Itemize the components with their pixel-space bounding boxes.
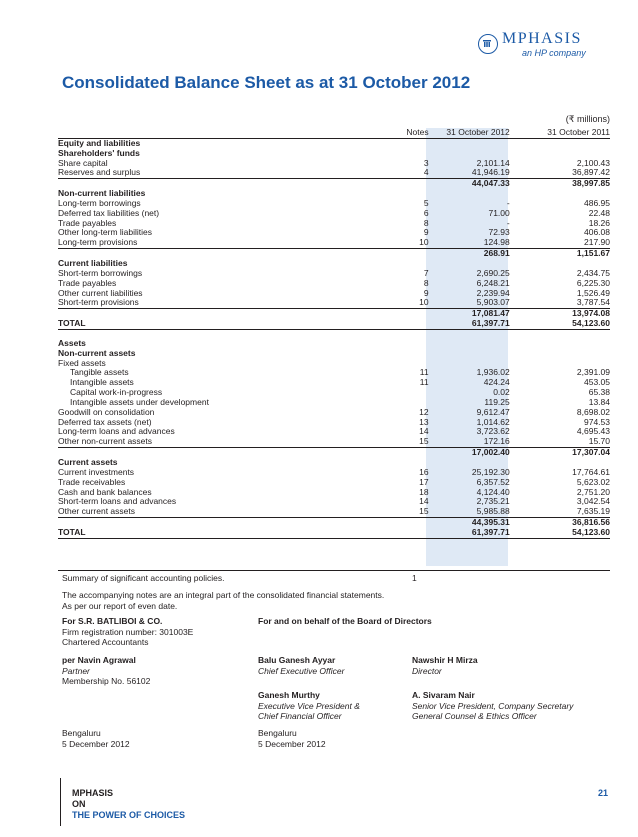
footer-line3: THE POWER OF CHOICES xyxy=(72,810,186,820)
row-value-2011: 2,751.20 xyxy=(576,486,610,497)
row-value-2012: 268.91 xyxy=(483,248,510,259)
auditor-signatory xyxy=(62,655,150,687)
row-value-2012: 124.98 xyxy=(429,238,510,248)
summary-note: 1 xyxy=(412,573,417,583)
signatory-role: Chief Executive Officer xyxy=(258,665,345,676)
table-row xyxy=(58,349,610,359)
row-label: TOTAL xyxy=(58,319,380,329)
row-label: TOTAL xyxy=(58,528,380,538)
row-note: 13 xyxy=(419,416,429,427)
row-label: Non-current liabilities xyxy=(58,188,146,199)
table-row xyxy=(58,458,610,468)
footer-tagline xyxy=(72,788,185,821)
date: 5 December 2012 xyxy=(258,738,326,749)
table-row xyxy=(58,138,610,148)
row-value-2011 xyxy=(510,349,610,359)
row-value-2011: 6,225.30 xyxy=(576,277,610,288)
row-note: 7 xyxy=(423,267,429,278)
page-number: 21 xyxy=(597,788,608,798)
row-value-2011: 3,787.54 xyxy=(510,298,610,308)
row-value-2011: 3,042.54 xyxy=(576,496,610,507)
row-label: Other current liabilities xyxy=(58,287,143,298)
row-value-2011: 1,151.67 xyxy=(576,248,610,259)
column-header-2012: 31 October 2012 xyxy=(429,128,510,138)
row-value-2012: 4,124.40 xyxy=(476,486,510,497)
place: Bengaluru xyxy=(258,728,297,738)
table-header-row xyxy=(58,128,610,138)
row-label: Long-term borrowings xyxy=(58,197,141,208)
row-label: Short-term loans and advances xyxy=(58,496,177,507)
row-value-2012: 2,735.21 xyxy=(476,496,510,507)
row-value-2011: 22.48 xyxy=(588,207,610,218)
row-value-2011: 54,123.60 xyxy=(510,319,610,329)
row-label: Short-term provisions xyxy=(58,298,380,308)
table-row xyxy=(58,518,610,528)
row-value-2012: 6,357.52 xyxy=(476,476,510,487)
footer-line2: ON xyxy=(72,799,86,809)
table-row xyxy=(58,368,610,378)
table-row xyxy=(58,507,610,517)
row-value-2011: 7,635.19 xyxy=(510,507,610,517)
row-value-2011: 17,307.04 xyxy=(572,447,610,458)
row-note xyxy=(380,249,429,259)
row-label: Deferred tax liabilities (net) xyxy=(58,207,160,218)
signatory-role: Executive Vice President & xyxy=(258,700,360,711)
row-label: Intangible assets xyxy=(70,377,134,388)
row-value-2012: 17,081.47 xyxy=(471,308,510,319)
row-note: 9 xyxy=(423,227,429,238)
auditor-reg: Firm registration number: 301003E xyxy=(62,626,194,637)
table-row xyxy=(58,309,610,319)
row-value-2011 xyxy=(510,329,610,339)
row-note xyxy=(380,319,429,329)
row-value-2011: 17,764.61 xyxy=(572,466,610,477)
row-value-2012: 119.25 xyxy=(484,396,510,407)
row-note xyxy=(380,149,429,159)
notes-line: As per our report of even date. xyxy=(62,600,178,611)
row-label: Capital work-in-progress xyxy=(70,387,163,398)
signatory-company-secretary xyxy=(412,690,573,722)
row-value-2011: 2,391.09 xyxy=(576,367,610,378)
row-label: Deferred tax assets (net) xyxy=(58,416,152,427)
row-note: 14 xyxy=(419,426,429,437)
table-row xyxy=(58,228,610,238)
row-value-2011: 5,623.02 xyxy=(576,476,610,487)
signatory-name: Balu Ganesh Ayyar xyxy=(258,655,336,665)
row-value-2012: 172.16 xyxy=(429,437,510,447)
auditor-type: Chartered Accountants xyxy=(62,637,149,647)
column-header-2011: 31 October 2011 xyxy=(510,128,610,138)
row-value-2012: 5,985.88 xyxy=(429,507,510,517)
row-note xyxy=(380,518,429,528)
row-value-2012: 3,723.62 xyxy=(476,426,510,437)
table-row xyxy=(58,339,610,349)
row-value-2011: 8,698.02 xyxy=(576,406,610,417)
row-note: 12 xyxy=(419,406,429,417)
row-value-2011: 13.84 xyxy=(588,396,610,407)
company-logo xyxy=(478,30,628,66)
row-note xyxy=(380,329,429,339)
row-label: Current investments xyxy=(58,466,135,477)
summary-label: Summary of significant accounting policies. xyxy=(62,573,225,583)
row-note: 14 xyxy=(419,496,429,507)
table-row xyxy=(58,359,610,369)
row-value-2012: 71.00 xyxy=(488,207,510,218)
row-note: 17 xyxy=(419,476,429,487)
row-note: 18 xyxy=(419,486,429,497)
row-label: Long-term loans and advances xyxy=(58,426,175,437)
row-note: 10 xyxy=(380,238,429,248)
auditor-firm: For S.R. BATLIBOI & CO. xyxy=(62,616,163,626)
row-label: Trade payables xyxy=(58,217,117,228)
notes-line: The accompanying notes are an integral part of the consolidated financial statements. xyxy=(62,590,385,600)
row-value-2011 xyxy=(510,339,610,349)
row-label: Assets xyxy=(58,337,86,348)
row-value-2012: 1,014.62 xyxy=(476,416,510,427)
row-note: 3 xyxy=(423,157,429,168)
row-value-2012 xyxy=(429,349,510,359)
auditor-name: per Navin Agrawal xyxy=(62,655,136,665)
row-label: Equity and liabilities xyxy=(58,137,141,148)
row-note xyxy=(380,259,429,269)
table-row xyxy=(58,497,610,507)
currency-note: (₹ millions) xyxy=(565,114,610,124)
row-note xyxy=(380,388,429,398)
signatory-role: Director xyxy=(412,665,442,676)
row-value-2011: 974.53 xyxy=(584,416,610,427)
signatory-role: Chief Financial Officer xyxy=(258,711,342,721)
row-value-2012: 41,946.19 xyxy=(429,168,510,178)
row-note: 4 xyxy=(380,168,429,178)
row-label: Cash and bank balances xyxy=(58,486,152,497)
row-note xyxy=(380,528,429,538)
table-row xyxy=(58,249,610,259)
row-label: Current assets xyxy=(58,457,118,467)
row-value-2012: 2,239.94 xyxy=(476,287,510,298)
row-value-2012: - xyxy=(506,217,510,228)
signatory-role: General Counsel & Ethics Officer xyxy=(412,711,537,721)
auditor-block xyxy=(62,616,193,648)
row-value-2012: 44,047.33 xyxy=(471,178,510,189)
row-note: 11 xyxy=(419,377,429,388)
row-value-2012: 2,101.14 xyxy=(476,157,510,168)
row-value-2012 xyxy=(429,329,510,339)
table-row xyxy=(58,238,610,248)
board-place-date xyxy=(258,728,326,749)
table-row xyxy=(58,319,610,329)
row-value-2012 xyxy=(429,339,510,349)
table-row xyxy=(58,468,610,478)
row-note xyxy=(380,339,429,349)
signatory-director xyxy=(412,655,478,676)
signatory-cfo xyxy=(258,690,360,722)
row-value-2012: 424.24 xyxy=(483,377,510,388)
balance-sheet-table xyxy=(58,128,610,539)
row-note: 10 xyxy=(380,298,429,308)
row-label: Other long-term liabilities xyxy=(58,227,153,238)
row-value-2011: 13,974.08 xyxy=(572,308,610,319)
row-note: 8 xyxy=(423,217,429,228)
row-value-2011: 36,897.42 xyxy=(510,168,610,178)
row-label xyxy=(58,518,380,528)
row-value-2012: 5,903.07 xyxy=(429,298,510,308)
row-note: 15 xyxy=(380,437,429,447)
column-header-notes: Notes xyxy=(380,128,429,138)
logo-emblem-icon xyxy=(478,34,498,54)
row-value-2012: - xyxy=(506,197,510,208)
table-row xyxy=(58,329,610,339)
row-label: Short-term borrowings xyxy=(58,267,143,278)
row-note xyxy=(380,138,429,148)
row-value-2011: 453.05 xyxy=(584,377,610,388)
row-value-2011 xyxy=(510,138,610,148)
row-value-2011: 1,526.49 xyxy=(576,287,610,298)
row-value-2011: 406.08 xyxy=(584,227,610,238)
row-label: Current liabilities xyxy=(58,257,128,268)
signatory-ceo xyxy=(258,655,344,676)
row-value-2012: 9,612.47 xyxy=(476,406,510,417)
row-note xyxy=(380,189,429,199)
row-value-2011: 54,123.60 xyxy=(510,528,610,538)
table-row xyxy=(58,209,610,219)
place: Bengaluru xyxy=(62,728,101,738)
row-note xyxy=(380,349,429,359)
row-note: 16 xyxy=(419,466,429,477)
row-value-2012: 0.02 xyxy=(493,387,510,398)
table-row xyxy=(58,149,610,159)
row-label: Other current assets xyxy=(58,507,380,517)
row-value-2011: 15.70 xyxy=(510,437,610,447)
table-row xyxy=(58,289,610,299)
page-title: Consolidated Balance Sheet as at 31 October 2012 xyxy=(62,73,471,92)
row-value-2012: 61,397.71 xyxy=(429,319,510,329)
row-label: Shareholders' funds xyxy=(58,147,140,158)
row-label: Intangible assets under development xyxy=(70,396,209,407)
row-note: 8 xyxy=(423,277,429,288)
row-value-2012: 2,690.25 xyxy=(476,267,510,278)
auditor-place-date xyxy=(62,728,130,749)
row-value-2012: 1,936.02 xyxy=(476,367,510,378)
row-value-2012: 72.93 xyxy=(488,227,510,238)
row-note: 6 xyxy=(423,207,429,218)
logo-name: MPHASIS xyxy=(502,30,582,47)
table-row xyxy=(58,168,610,178)
row-label: Long-term provisions xyxy=(58,238,380,248)
board-heading-block xyxy=(258,616,432,627)
signatory-role: Senior Vice President, Company Secretary xyxy=(412,700,574,711)
signatory-name: A. Sivaram Nair xyxy=(412,690,475,700)
row-value-2011: 486.95 xyxy=(584,197,610,208)
signatory-name: Ganesh Murthy xyxy=(258,690,320,700)
table-row xyxy=(58,437,610,447)
row-label: Other non-current assets xyxy=(58,437,380,447)
row-value-2011: 18.26 xyxy=(588,217,610,228)
signatory-name: Nawshir H Mirza xyxy=(412,655,478,665)
row-value-2012 xyxy=(429,189,510,199)
row-value-2012: 6,248.21 xyxy=(476,277,510,288)
row-label: Share capital xyxy=(58,157,108,168)
auditor-role: Partner xyxy=(62,665,90,676)
row-value-2011: 65.38 xyxy=(588,387,610,398)
row-label: Trade payables xyxy=(58,277,117,288)
summary-row xyxy=(58,570,610,583)
row-note: 5 xyxy=(423,197,429,208)
row-note: 9 xyxy=(423,287,429,298)
row-value-2011: 36,816.56 xyxy=(572,517,610,528)
row-label: Tangible assets xyxy=(70,367,129,378)
row-value-2012: 61,397.71 xyxy=(429,528,510,538)
row-note xyxy=(380,309,429,319)
row-value-2012: 25,192.30 xyxy=(471,466,510,477)
table-row xyxy=(58,159,610,169)
row-note xyxy=(380,179,429,189)
row-label: Fixed assets xyxy=(58,357,106,368)
auditor-membership: Membership No. 56102 xyxy=(62,676,151,686)
row-value-2012 xyxy=(429,138,510,148)
row-note: 15 xyxy=(380,507,429,517)
row-value-2012: 17,002.40 xyxy=(471,447,510,458)
row-value-2011: 217.90 xyxy=(510,238,610,248)
table-row xyxy=(58,269,610,279)
row-note xyxy=(380,448,429,458)
row-value-2011: 2,100.43 xyxy=(576,157,610,168)
row-value-2011: 38,997.85 xyxy=(572,178,610,189)
row-label xyxy=(58,329,380,339)
logo-tagline: an HP company xyxy=(522,48,586,58)
row-label: Goodwill on consolidation xyxy=(58,406,155,417)
row-label xyxy=(58,309,380,319)
row-label: Trade receivables xyxy=(58,476,126,487)
table-row xyxy=(58,448,610,458)
footer-line1: MPHASIS xyxy=(72,788,114,798)
row-label: Reserves and surplus xyxy=(58,168,380,178)
row-value-2011: 4,695.43 xyxy=(576,426,610,437)
table-row xyxy=(58,298,610,308)
row-value-2012: 44,395.31 xyxy=(471,517,510,528)
table-row xyxy=(58,528,610,538)
notes-paragraph xyxy=(62,590,384,611)
board-heading: For and on behalf of the Board of Directors xyxy=(258,616,432,626)
date: 5 December 2012 xyxy=(62,738,130,749)
row-note: 11 xyxy=(419,367,429,378)
row-value-2011: 2,434.75 xyxy=(576,267,610,278)
row-label: Non-current assets xyxy=(58,347,136,358)
table-row xyxy=(58,189,610,199)
